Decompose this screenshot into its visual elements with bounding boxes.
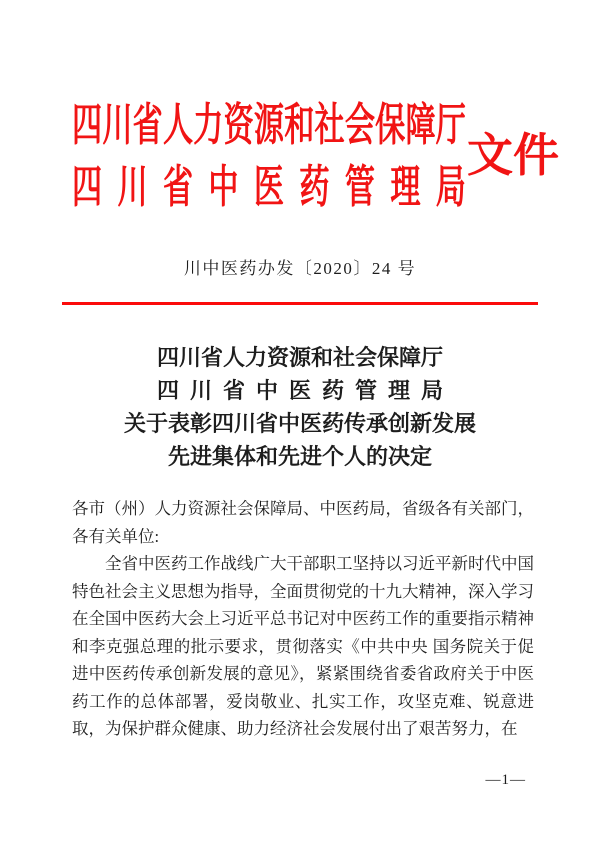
document-title — [0, 341, 600, 473]
red-divider-line — [62, 302, 538, 305]
body-paragraph: 全省中医药工作战线广大干部职工坚持以习近平新时代中国特色社会主义思想为指导，全面贯彻党的十九大精神，深入学习在全国中医药大会上习近平总书记对中医药工作的重要指示精神和李克强总理的批示要求，贯彻落实《中共中央 国务院关于促进中医药传承创新发展的意见》，紧紧围绕省委省政府关于中医药工作的总体部署，爱岗敬业、扎实工作，攻坚克难、锐意进取，为保护群众健康、助力经济社会发展付出了艰苦努力，在 — [72, 554, 534, 738]
page-number: —1— — [485, 772, 526, 788]
letterhead — [72, 94, 559, 218]
title-line-4: 先进集体和先进个人的决定 — [167, 444, 432, 469]
letterhead-org-line-2: 四川省中医药管理局 — [72, 162, 466, 212]
document-number: 川中医药办发〔2020〕24 号 — [183, 259, 417, 278]
letterhead-doc-type-label: 文件 — [467, 130, 559, 181]
letterhead-org-names — [72, 94, 465, 218]
salutation: 各市（州）人力资源社会保障局、中医药局，省级各有关部门，各有关单位: — [72, 499, 534, 546]
title-line-2: 四川省中医药管理局 — [157, 378, 443, 403]
title-line-3: 关于表彰四川省中医药传承创新发展 — [123, 411, 476, 436]
title-line-1: 四川省人力资源和社会保障厅 — [156, 345, 443, 370]
letterhead-org-line-1: 四川省人力资源和社会保障厅 — [72, 100, 466, 150]
document-body — [72, 495, 534, 743]
